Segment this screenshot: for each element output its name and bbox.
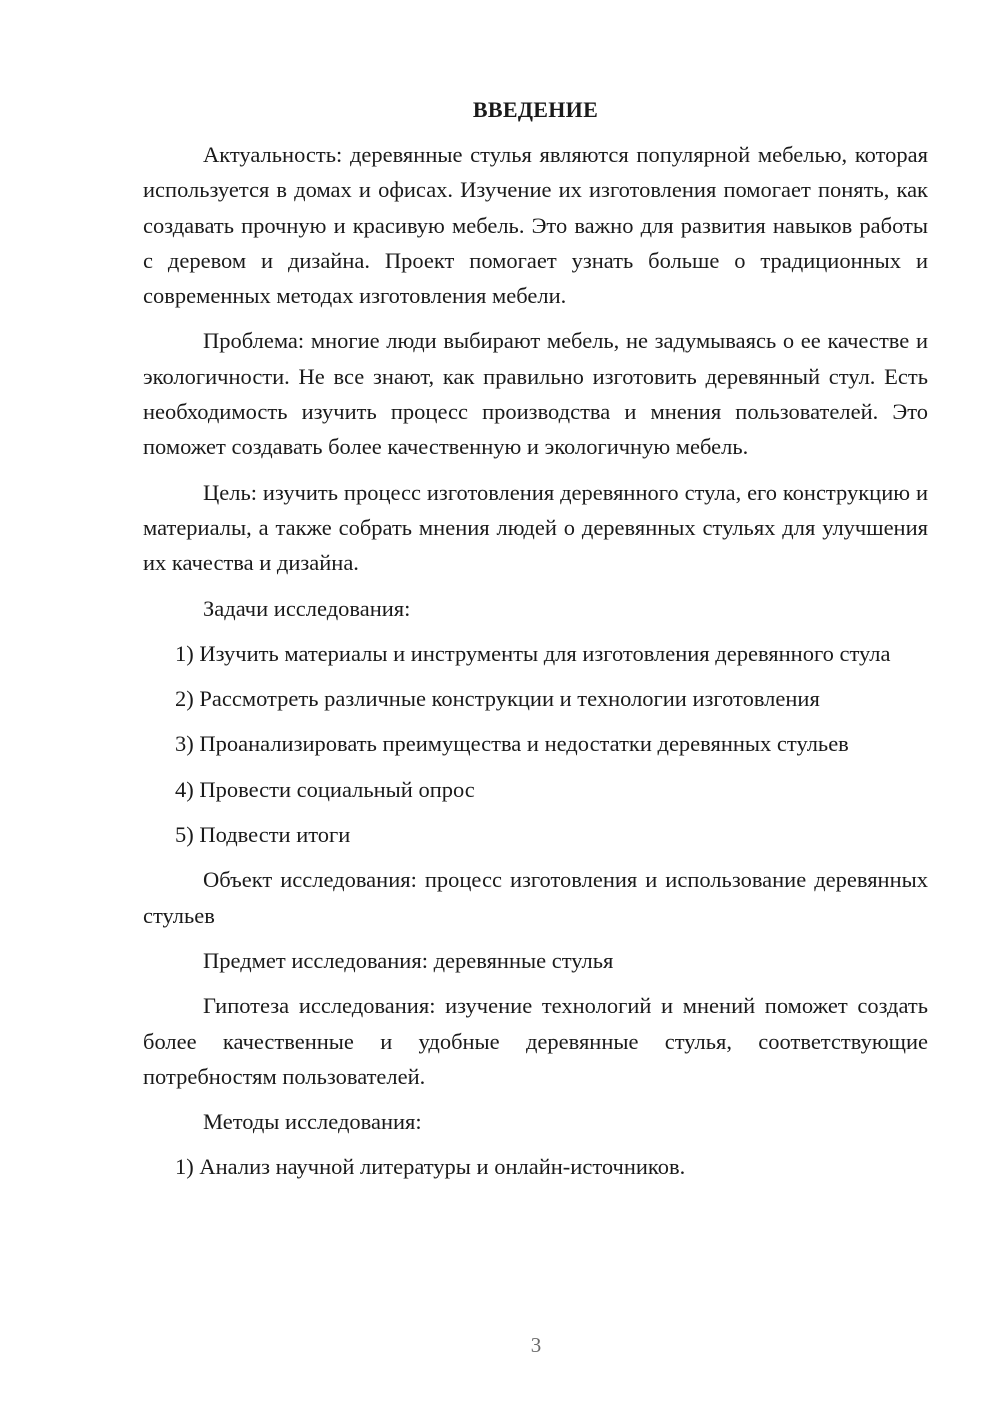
relevance-paragraph: Актуальность: деревянные стулья являются популярной мебелью, которая используется в домах и офисах. Изучение их изготовления помогает понять, как создавать прочную и красивую мебель. Это важно для развития навыков работы с деревом и дизайна. Проект помогает узнать больше о традиционных и современных методах изготовления мебели.: [143, 142, 928, 309]
document-page: [143, 96, 928, 1195]
object-paragraph: Объект исследования: процесс изготовления и использование деревянных стульев: [143, 867, 928, 928]
page-title: ВВЕДЕНИЕ: [472, 97, 599, 122]
task-item: 1) Изучить материалы и инструменты для изготовления деревянного стула: [175, 640, 891, 666]
hypothesis-paragraph: Гипотеза исследования: изучение технологий и мнений поможет создать более качественные и удобные деревянные стулья, соответствующие потребностям пользователей.: [143, 993, 928, 1089]
task-item: 2) Рассмотреть различные конструкции и технологии изготовления: [175, 686, 820, 712]
goal-paragraph: Цель: изучить процесс изготовления деревянного стула, его конструкцию и материалы, а также собрать мнения людей о деревянных стульях для улучшения их качества и дизайна.: [143, 479, 928, 576]
page-number: 3: [530, 1333, 542, 1357]
methods-heading: Методы исследования:: [203, 1109, 422, 1135]
problem-paragraph: Проблема: многие люди выбирают мебель, не задумываясь о ее качестве и экологичности. Не все знают, как правильно изготовить деревянный стул. Есть необходимость изучить процесс производства и мнения пользователей. Это поможет создавать более качественную и экологичную мебель.: [143, 328, 928, 460]
task-item: 5) Подвести итоги: [175, 822, 351, 848]
method-item: 1) Анализ научной литературы и онлайн-источников.: [175, 1154, 686, 1180]
subject-paragraph: Предмет исследования: деревянные стулья: [203, 947, 614, 973]
task-item: 3) Проанализировать преимущества и недостатки деревянных стульев: [175, 731, 849, 757]
task-item: 4) Провести социальный опрос: [175, 776, 475, 802]
tasks-heading: Задачи исследования:: [203, 595, 411, 621]
